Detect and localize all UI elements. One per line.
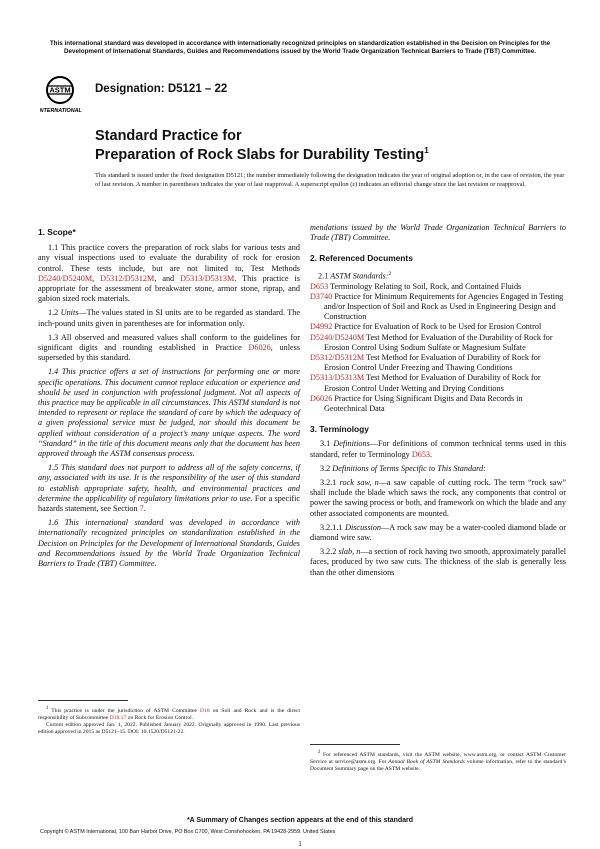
ref-link-d5313[interactable]: D5313/D5313M	[180, 273, 235, 283]
referenced-standards-list	[310, 282, 566, 415]
scope-1-6: 1.6 This international standard was developed in accordance with internationally recognized principles on standardization established in the Decision on Principles for the Development of International Standards, Guides and Recommendations issued by the World Trade Organization Technical Barriers to Trade (TBT) Committee.	[38, 518, 300, 569]
scope-1-4: 1.4 This practice offers a set of instructions for performing one or more specific operations. This document cannot replace education or experience and should be used in conjunction with professional judgment. Not all aspects of this practice may be applicable in all circumstances. This ASTM standard is not intended to represent or replace the standard of care by which the adequacy of a given professional service must be judged, nor should this document be applied without consideration of a project’s many unique aspects. The word “Standard” in the title of this document means only that the document has been approved through the ASTM consensus process.	[38, 367, 300, 459]
scope-1-6-continued: mendations issued by the World Trade Organization Technical Barriers to Trade (TBT) Committee.	[310, 223, 566, 243]
section-7-link[interactable]: 7	[139, 504, 144, 514]
astm-standards-label: 2.1 ASTM Standards:$^2$	[318, 270, 392, 281]
referenced-standard-item: D5240/D5240M Test Method for Evaluation of the Durability of Rock for Erosion Control Using Sodium Sulfate or Magnesium Sulfate	[310, 332, 553, 352]
referenced-standard-link[interactable]: D653	[310, 281, 329, 291]
referenced-standard-link[interactable]: D4992	[310, 322, 333, 332]
scope-1-2: 1.2 Units—The values stated in SI units are to be regarded as standard. The inch-pound units given in parentheses are for information only.	[38, 308, 300, 328]
right-column	[310, 223, 566, 578]
scope-1-3: 1.3 All observed and measured values shall conform to the guidelines for significant digits and rounding established in Practice D6026, unless superseded by this standard.	[38, 332, 301, 363]
footnote-1: $^1$ This practice is under the jurisdiction of ASTM Committee D18 on Soil and Rock and is the direct responsibility of Subcommittee D18.17 on Rock for Erosion Control. Current edition approved Jan. 1, 2022. Published January 2022. Originally approved in 1990. Last previous edition approved in 2015 as D5121–15. DOI: 10.1520/D5121-22.	[38, 706, 300, 736]
ref-link-d5240[interactable]: D5240/D5240M	[38, 273, 93, 283]
referenced-standard-link[interactable]: D6026	[310, 393, 333, 403]
subcommittee-link[interactable]: D18.17	[109, 715, 127, 722]
referenced-standard-item: D3740 Practice for Minimum Requirements for Agencies Engaged in Testing and/or Inspection of Soil and Rock as Used in Engineering Design and Construction	[310, 291, 564, 322]
term-3-2-1-1: 3.2.1.1 Discussion—A rock saw may be a water-cooled diamond blade or diamond wire saw.	[310, 522, 566, 543]
referenced-standard-item: D653 Terminology Relating to Soil, Rock, and Contained Fluids	[310, 281, 522, 291]
referenced-standard-item: D5313/D5313M Test Method for Evaluation of Durability of Rock for Erosion Control Under Wetting and Drying Conditions	[310, 373, 541, 393]
ref-link-d5312[interactable]: D5312/D5312M	[100, 273, 155, 283]
referenced-standard-link[interactable]: D3740	[310, 291, 333, 301]
page-number: 1	[298, 840, 302, 848]
referenced-standard-link[interactable]: D5240/D5240M	[310, 332, 365, 342]
copyright: Copyright © ASTM International, 100 Barr Harbor Drive, PO Box C700, West Conshohocken, PA 19428-2959. United States	[40, 829, 336, 835]
footnote-divider-right	[310, 744, 400, 745]
left-column	[38, 227, 300, 569]
issuance-note: This standard is issued under the fixed designation D5121; the number immediately following the designation indicates the year of original adoption or, in the case of revision, the year of last revision. A number in parentheses indicates the year of last reapproval. A superscript epsilon (ε) indicates an editorial change since the last revision or reapproval.	[95, 172, 565, 188]
scope-1-1: 1.1 This practice covers the preparation of rock slabs for various tests and any visual inspections used to evaluate the durability of rock for erosion control. These tests include, but are not limited to, Test Methods D5240/D5240M, D5312/D5312M, and D5313/D5313M. This practice is appropriate for the assessment of breakwater stone, armor stone, riprap, and gabion sized rock materials.	[38, 243, 301, 304]
term-3-2-2: 3.2.2 slab, n—a section of rock having two smooth, approximately parallel faces, produced by two saw cuts. The thickness of the slab is generally less than the other dimensions	[310, 547, 566, 577]
page-title: Preparation of Rock Slabs for Durability Testing$^1$	[95, 146, 429, 163]
summary-of-changes-note: *A Summary of Changes section appears at the end of this standard	[186, 817, 414, 824]
designation: Designation: D5121 – 22	[95, 83, 228, 95]
logo-letters: ASTM	[49, 85, 71, 95]
scope-1-5: 1.5 This standard does not purport to address all of the safety concerns, if any, associated with its use. It is the responsibility of the user of this standard to establish appropriate safety, health, and environmental practices and determine the applicability of regulatory limitations prior to use. For a specific hazards statement, see Section 7.	[38, 463, 301, 514]
title-line1: Standard Practice for	[95, 128, 242, 144]
referenced-standard-link[interactable]: D5313/D5313M	[310, 373, 365, 383]
committee-d18-link[interactable]: D18	[200, 707, 210, 714]
astm-logo	[40, 75, 86, 115]
footnote-divider-left	[38, 700, 128, 701]
refdocs-heading: 2. Referenced Documents	[310, 253, 413, 264]
referenced-standard-item: D5312/D5312M Test Method for Evaluation of Durability of Rock for Erosion Control Under Freezing and Thawing Conditions	[310, 352, 541, 373]
referenced-standard-link[interactable]: D5312/D5312M	[310, 352, 365, 362]
terminology-d653-link[interactable]: D653	[411, 449, 431, 459]
ref-link-d6026[interactable]: D6026	[248, 343, 271, 353]
header-note: This international standard was developed in accordance with internationally recognized principles on standardization established in the Decision on Principles for the Development of International Standards, Guides and Recommendations issued by the World Trade Organization Technical Barriers to Trade (TBT) Committee.	[49, 40, 551, 55]
term-3-2-1: 3.2.1 rock saw, n—a saw capable of cutting rock. The term “rock saw” shall include the blade which saws the rock, any components that control or power the sawing process or both, and framework on which the blade and any other associated components are mounted.	[310, 478, 566, 518]
term-3-1: 3.1 Definitions—For definitions of common technical terms used in this standard, refer to Terminology D653.	[310, 439, 567, 459]
term-3-2: 3.2 Definitions of Terms Specific to This Standard:	[320, 463, 486, 473]
footnote-2: $^2$ For referenced ASTM standards, visit the ASTM website, www.astm.org, or contact ASTM Customer Service at service@astm.org. For Annual Book of ASTM Standards volume information, refer to the standard’s Document Summary page on the ASTM website.	[310, 750, 566, 773]
referenced-standard-item: D4992 Practice for Evaluation of Rock to be Used for Erosion Control	[310, 322, 542, 332]
title-footnote-mark: 1	[424, 146, 429, 155]
logo-org: INTERNATIONAL	[40, 108, 82, 114]
referenced-standard-item: D6026 Practice for Using Significant Digits and Data Records in Geotechnical Data	[310, 393, 523, 413]
scope-heading: 1. Scope*	[38, 227, 76, 237]
terminology-heading: 3. Terminology	[310, 424, 369, 435]
